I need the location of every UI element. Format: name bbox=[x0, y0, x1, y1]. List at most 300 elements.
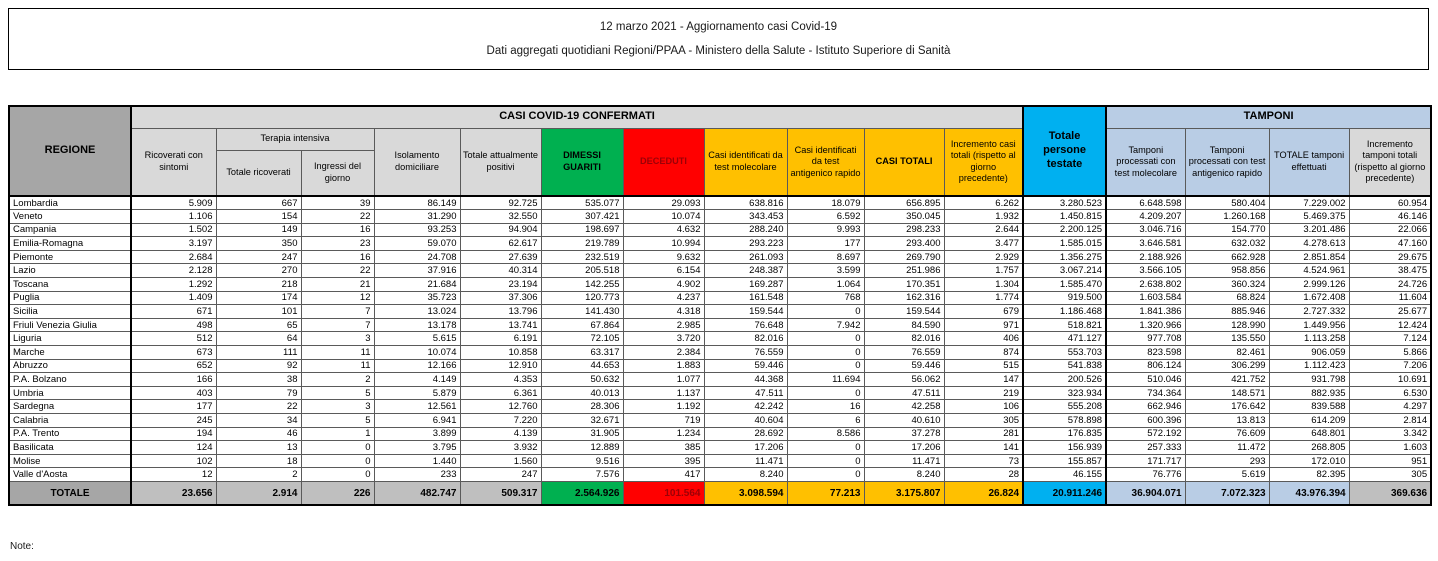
data-cell: 518.821 bbox=[1023, 318, 1106, 332]
data-cell: 170.351 bbox=[864, 278, 944, 292]
table-body bbox=[9, 196, 1431, 505]
data-cell: 1.757 bbox=[944, 264, 1023, 278]
region-row bbox=[9, 441, 1431, 455]
data-cell: 1.672.408 bbox=[1269, 291, 1349, 305]
data-cell: 3.477 bbox=[944, 237, 1023, 251]
data-cell: 12.424 bbox=[1349, 318, 1431, 332]
data-cell: 839.588 bbox=[1269, 400, 1349, 414]
region-name: Umbria bbox=[9, 386, 131, 400]
data-cell: 141.430 bbox=[541, 305, 623, 319]
data-cell: 76.776 bbox=[1106, 468, 1185, 482]
data-cell: 2.929 bbox=[944, 250, 1023, 264]
data-cell: 3.280.523 bbox=[1023, 196, 1106, 210]
data-cell: 3.197 bbox=[131, 237, 216, 251]
data-cell: 29.093 bbox=[623, 196, 704, 210]
data-cell: 281 bbox=[944, 427, 1023, 441]
column-header-tamponi-molecolare: Tamponi processati con test molecolare bbox=[1106, 128, 1185, 196]
data-cell: 8.240 bbox=[864, 468, 944, 482]
data-cell: 882.935 bbox=[1269, 386, 1349, 400]
data-cell: 28.306 bbox=[541, 400, 623, 414]
column-header-dimessi-guariti: DIMESSI GUARITI bbox=[541, 128, 623, 196]
data-cell: 9.993 bbox=[787, 223, 864, 237]
data-cell: 17.206 bbox=[704, 441, 787, 455]
report-title-box bbox=[8, 8, 1429, 70]
region-row bbox=[9, 373, 1431, 387]
column-header-attualmente-positivi: Totale attualmente positivi bbox=[460, 128, 541, 196]
data-cell: 5.615 bbox=[374, 332, 460, 346]
data-cell: 0 bbox=[787, 359, 864, 373]
data-cell: 68.824 bbox=[1185, 291, 1269, 305]
region-row bbox=[9, 386, 1431, 400]
data-cell: 42.258 bbox=[864, 400, 944, 414]
data-cell: 0 bbox=[787, 441, 864, 455]
data-cell: 141 bbox=[944, 441, 1023, 455]
data-cell: 169.287 bbox=[704, 278, 787, 292]
column-header-casi-molecolare: Casi identificati da test molecolare bbox=[704, 128, 787, 196]
data-cell: 13 bbox=[216, 441, 301, 455]
data-cell: 306.299 bbox=[1185, 359, 1269, 373]
data-cell: 13.796 bbox=[460, 305, 541, 319]
data-cell: 257.333 bbox=[1106, 441, 1185, 455]
region-row bbox=[9, 278, 1431, 292]
data-cell: 37.278 bbox=[864, 427, 944, 441]
totale-cell: 77.213 bbox=[787, 481, 864, 505]
data-cell: 7.229.002 bbox=[1269, 196, 1349, 210]
data-cell: 305 bbox=[1349, 468, 1431, 482]
data-cell: 25.677 bbox=[1349, 305, 1431, 319]
data-cell: 6.592 bbox=[787, 210, 864, 224]
data-cell: 498 bbox=[131, 318, 216, 332]
data-cell: 12.760 bbox=[460, 400, 541, 414]
column-header-regione: REGIONE bbox=[9, 106, 131, 196]
report-title-line1: 12 marzo 2021 - Aggiornamento casi Covid-19 bbox=[599, 21, 838, 33]
data-cell: 5 bbox=[301, 386, 374, 400]
totale-label: TOTALE bbox=[9, 481, 131, 505]
data-cell: 4.149 bbox=[374, 373, 460, 387]
data-cell: 22 bbox=[301, 210, 374, 224]
data-cell: 10.074 bbox=[623, 210, 704, 224]
covid-data-table bbox=[8, 105, 1432, 506]
data-cell: 7.576 bbox=[541, 468, 623, 482]
data-cell: 614.209 bbox=[1269, 414, 1349, 428]
data-cell: 6.262 bbox=[944, 196, 1023, 210]
region-name: Lombardia bbox=[9, 196, 131, 210]
data-cell: 11.694 bbox=[787, 373, 864, 387]
data-cell: 124 bbox=[131, 441, 216, 455]
data-cell: 307.421 bbox=[541, 210, 623, 224]
data-cell: 4.353 bbox=[460, 373, 541, 387]
data-cell: 46.155 bbox=[1023, 468, 1106, 482]
data-cell: 161.548 bbox=[704, 291, 787, 305]
data-cell: 12.889 bbox=[541, 441, 623, 455]
data-cell: 823.598 bbox=[1106, 346, 1185, 360]
data-cell: 906.059 bbox=[1269, 346, 1349, 360]
region-name: Veneto bbox=[9, 210, 131, 224]
data-cell: 1.502 bbox=[131, 223, 216, 237]
data-cell: 2 bbox=[216, 468, 301, 482]
column-header-tamponi-antigenico: Tamponi processati con test antigenico rapido bbox=[1185, 128, 1269, 196]
data-cell: 4.237 bbox=[623, 291, 704, 305]
region-name: Liguria bbox=[9, 332, 131, 346]
data-cell: 128.990 bbox=[1185, 318, 1269, 332]
covid-data-table-wrapper bbox=[8, 105, 1432, 506]
column-header-deceduti: DECEDUTI bbox=[623, 128, 704, 196]
data-cell: 32.550 bbox=[460, 210, 541, 224]
region-row bbox=[9, 468, 1431, 482]
data-cell: 11.472 bbox=[1185, 441, 1269, 455]
region-row bbox=[9, 210, 1431, 224]
data-cell: 34 bbox=[216, 414, 301, 428]
column-header-persone-testate: Totale persone testate bbox=[1023, 106, 1106, 196]
region-row bbox=[9, 223, 1431, 237]
data-cell: 159.544 bbox=[704, 305, 787, 319]
group-header-casi-confermati: CASI COVID-19 CONFERMATI bbox=[131, 106, 1023, 128]
region-name: Toscana bbox=[9, 278, 131, 292]
totale-row bbox=[9, 481, 1431, 505]
data-cell: 9.632 bbox=[623, 250, 704, 264]
data-cell: 29.675 bbox=[1349, 250, 1431, 264]
data-cell: 12 bbox=[131, 468, 216, 482]
region-row bbox=[9, 237, 1431, 251]
data-cell: 23 bbox=[301, 237, 374, 251]
region-row bbox=[9, 346, 1431, 360]
data-cell: 555.208 bbox=[1023, 400, 1106, 414]
data-cell: 39 bbox=[301, 196, 374, 210]
column-header-casi-antigenico: Casi identificati da test antigenico rapido bbox=[787, 128, 864, 196]
data-cell: 1.440 bbox=[374, 454, 460, 468]
data-cell: 3.932 bbox=[460, 441, 541, 455]
data-cell: 0 bbox=[787, 386, 864, 400]
data-cell: 101 bbox=[216, 305, 301, 319]
data-cell: 5.909 bbox=[131, 196, 216, 210]
data-cell: 218 bbox=[216, 278, 301, 292]
data-cell: 971 bbox=[944, 318, 1023, 332]
data-cell: 3.342 bbox=[1349, 427, 1431, 441]
data-cell: 1.585.470 bbox=[1023, 278, 1106, 292]
data-cell: 3.046.716 bbox=[1106, 223, 1185, 237]
data-cell: 1.449.956 bbox=[1269, 318, 1349, 332]
data-cell: 3 bbox=[301, 400, 374, 414]
data-cell: 4.318 bbox=[623, 305, 704, 319]
data-cell: 82.395 bbox=[1269, 468, 1349, 482]
data-cell: 3.067.214 bbox=[1023, 264, 1106, 278]
data-cell: 874 bbox=[944, 346, 1023, 360]
totale-cell: 7.072.323 bbox=[1185, 481, 1269, 505]
data-cell: 176.835 bbox=[1023, 427, 1106, 441]
data-cell: 92.725 bbox=[460, 196, 541, 210]
data-cell: 93.253 bbox=[374, 223, 460, 237]
data-cell: 288.240 bbox=[704, 223, 787, 237]
data-cell: 734.364 bbox=[1106, 386, 1185, 400]
data-cell: 4.297 bbox=[1349, 400, 1431, 414]
data-cell: 10.691 bbox=[1349, 373, 1431, 387]
data-cell: 79 bbox=[216, 386, 301, 400]
data-cell: 10.858 bbox=[460, 346, 541, 360]
region-name: Friuli Venezia Giulia bbox=[9, 318, 131, 332]
data-cell: 247 bbox=[460, 468, 541, 482]
data-cell: 0 bbox=[787, 454, 864, 468]
data-cell: 6.530 bbox=[1349, 386, 1431, 400]
data-cell: 42.242 bbox=[704, 400, 787, 414]
data-cell: 671 bbox=[131, 305, 216, 319]
data-cell: 0 bbox=[787, 346, 864, 360]
column-header-incremento-casi: Incremento casi totali (rispetto al giorno precedente) bbox=[944, 128, 1023, 196]
data-cell: 17.206 bbox=[864, 441, 944, 455]
data-cell: 12.561 bbox=[374, 400, 460, 414]
data-cell: 22.066 bbox=[1349, 223, 1431, 237]
data-cell: 8.697 bbox=[787, 250, 864, 264]
data-cell: 600.396 bbox=[1106, 414, 1185, 428]
data-cell: 1.304 bbox=[944, 278, 1023, 292]
data-cell: 174 bbox=[216, 291, 301, 305]
data-cell: 6.648.598 bbox=[1106, 196, 1185, 210]
data-cell: 72.105 bbox=[541, 332, 623, 346]
data-cell: 18.079 bbox=[787, 196, 864, 210]
data-cell: 578.898 bbox=[1023, 414, 1106, 428]
data-cell: 1.585.015 bbox=[1023, 237, 1106, 251]
data-cell: 5.866 bbox=[1349, 346, 1431, 360]
data-cell: 16 bbox=[301, 223, 374, 237]
data-cell: 82.461 bbox=[1185, 346, 1269, 360]
data-cell: 4.632 bbox=[623, 223, 704, 237]
group-header-tamponi: TAMPONI bbox=[1106, 106, 1431, 128]
column-header-incremento-tamponi: Incremento tamponi totali (rispetto al giorno precedente) bbox=[1349, 128, 1431, 196]
data-cell: 553.703 bbox=[1023, 346, 1106, 360]
data-cell: 512 bbox=[131, 332, 216, 346]
data-cell: 5.619 bbox=[1185, 468, 1269, 482]
column-header-totale-ricoverati: Totale ricoverati bbox=[216, 150, 301, 196]
data-cell: 47.511 bbox=[864, 386, 944, 400]
region-name: P.A. Bolzano bbox=[9, 373, 131, 387]
data-cell: 6.361 bbox=[460, 386, 541, 400]
data-cell: 22 bbox=[301, 264, 374, 278]
data-cell: 1.883 bbox=[623, 359, 704, 373]
data-cell: 5.469.375 bbox=[1269, 210, 1349, 224]
region-name: Sardegna bbox=[9, 400, 131, 414]
data-cell: 305 bbox=[944, 414, 1023, 428]
data-cell: 171.717 bbox=[1106, 454, 1185, 468]
data-cell: 251.986 bbox=[864, 264, 944, 278]
totale-cell: 369.636 bbox=[1349, 481, 1431, 505]
data-cell: 4.902 bbox=[623, 278, 704, 292]
data-cell: 159.544 bbox=[864, 305, 944, 319]
data-cell: 11 bbox=[301, 346, 374, 360]
data-cell: 421.752 bbox=[1185, 373, 1269, 387]
region-name: Emilia-Romagna bbox=[9, 237, 131, 251]
data-cell: 0 bbox=[787, 305, 864, 319]
data-cell: 1.603 bbox=[1349, 441, 1431, 455]
column-header-casi-totali: CASI TOTALI bbox=[864, 128, 944, 196]
totale-cell: 23.656 bbox=[131, 481, 216, 505]
data-cell: 638.816 bbox=[704, 196, 787, 210]
data-cell: 11.604 bbox=[1349, 291, 1431, 305]
data-cell: 958.856 bbox=[1185, 264, 1269, 278]
data-cell: 7 bbox=[301, 318, 374, 332]
data-cell: 1.932 bbox=[944, 210, 1023, 224]
data-cell: 44.368 bbox=[704, 373, 787, 387]
data-cell: 194 bbox=[131, 427, 216, 441]
data-cell: 64 bbox=[216, 332, 301, 346]
data-cell: 1.450.815 bbox=[1023, 210, 1106, 224]
totale-cell: 482.747 bbox=[374, 481, 460, 505]
data-cell: 32.671 bbox=[541, 414, 623, 428]
data-cell: 13.813 bbox=[1185, 414, 1269, 428]
data-cell: 4.139 bbox=[460, 427, 541, 441]
data-cell: 28 bbox=[944, 468, 1023, 482]
data-cell: 662.928 bbox=[1185, 250, 1269, 264]
totale-cell: 2.914 bbox=[216, 481, 301, 505]
data-cell: 293.223 bbox=[704, 237, 787, 251]
data-cell: 269.790 bbox=[864, 250, 944, 264]
region-row bbox=[9, 264, 1431, 278]
data-cell: 7.206 bbox=[1349, 359, 1431, 373]
data-cell: 4.524.961 bbox=[1269, 264, 1349, 278]
data-cell: 16 bbox=[787, 400, 864, 414]
region-row bbox=[9, 196, 1431, 210]
data-cell: 1.112.423 bbox=[1269, 359, 1349, 373]
data-cell: 343.453 bbox=[704, 210, 787, 224]
data-cell: 47.160 bbox=[1349, 237, 1431, 251]
data-cell: 385 bbox=[623, 441, 704, 455]
data-cell: 62.617 bbox=[460, 237, 541, 251]
data-cell: 293.400 bbox=[864, 237, 944, 251]
data-cell: 38 bbox=[216, 373, 301, 387]
data-cell: 10.994 bbox=[623, 237, 704, 251]
data-cell: 24.708 bbox=[374, 250, 460, 264]
region-row bbox=[9, 291, 1431, 305]
data-cell: 0 bbox=[301, 468, 374, 482]
region-name: Valle d'Aosta bbox=[9, 468, 131, 482]
data-cell: 12.166 bbox=[374, 359, 460, 373]
column-header-isolamento: Isolamento domiciliare bbox=[374, 128, 460, 196]
data-cell: 541.838 bbox=[1023, 359, 1106, 373]
data-cell: 719 bbox=[623, 414, 704, 428]
data-cell: 2.638.802 bbox=[1106, 278, 1185, 292]
data-cell: 11.471 bbox=[704, 454, 787, 468]
data-cell: 1 bbox=[301, 427, 374, 441]
data-cell: 12.910 bbox=[460, 359, 541, 373]
data-cell: 572.192 bbox=[1106, 427, 1185, 441]
data-cell: 10.074 bbox=[374, 346, 460, 360]
data-cell: 403 bbox=[131, 386, 216, 400]
data-cell: 2.200.125 bbox=[1023, 223, 1106, 237]
data-cell: 18 bbox=[216, 454, 301, 468]
data-cell: 162.316 bbox=[864, 291, 944, 305]
data-cell: 3.646.581 bbox=[1106, 237, 1185, 251]
data-cell: 1.560 bbox=[460, 454, 541, 468]
totale-cell: 3.175.807 bbox=[864, 481, 944, 505]
data-cell: 667 bbox=[216, 196, 301, 210]
data-cell: 219.789 bbox=[541, 237, 623, 251]
data-cell: 76.559 bbox=[864, 346, 944, 360]
column-header-totale-tamponi: TOTALE tamponi effettuati bbox=[1269, 128, 1349, 196]
totale-cell: 3.098.594 bbox=[704, 481, 787, 505]
data-cell: 1.234 bbox=[623, 427, 704, 441]
region-row bbox=[9, 454, 1431, 468]
data-cell: 63.317 bbox=[541, 346, 623, 360]
data-cell: 200.526 bbox=[1023, 373, 1106, 387]
data-cell: 147 bbox=[944, 373, 1023, 387]
data-cell: 172.010 bbox=[1269, 454, 1349, 468]
data-cell: 166 bbox=[131, 373, 216, 387]
region-name: Campania bbox=[9, 223, 131, 237]
data-cell: 219 bbox=[944, 386, 1023, 400]
data-cell: 38.475 bbox=[1349, 264, 1431, 278]
data-cell: 2.384 bbox=[623, 346, 704, 360]
data-cell: 885.946 bbox=[1185, 305, 1269, 319]
data-cell: 24.726 bbox=[1349, 278, 1431, 292]
totale-cell: 26.824 bbox=[944, 481, 1023, 505]
data-cell: 92 bbox=[216, 359, 301, 373]
data-cell: 35.723 bbox=[374, 291, 460, 305]
data-cell: 65 bbox=[216, 318, 301, 332]
data-cell: 5.879 bbox=[374, 386, 460, 400]
data-cell: 23.194 bbox=[460, 278, 541, 292]
data-cell: 662.946 bbox=[1106, 400, 1185, 414]
data-cell: 6.154 bbox=[623, 264, 704, 278]
data-cell: 2.727.332 bbox=[1269, 305, 1349, 319]
totale-cell: 2.564.926 bbox=[541, 481, 623, 505]
data-cell: 102 bbox=[131, 454, 216, 468]
data-cell: 247 bbox=[216, 250, 301, 264]
data-cell: 268.805 bbox=[1269, 441, 1349, 455]
data-cell: 7.220 bbox=[460, 414, 541, 428]
report-title-line2: Dati aggregati quotidiani Regioni/PPAA - Ministero della Salute - Istituto Superiore di Sanità bbox=[486, 45, 951, 57]
data-cell: 350 bbox=[216, 237, 301, 251]
data-cell: 3.795 bbox=[374, 441, 460, 455]
region-name: Piemonte bbox=[9, 250, 131, 264]
data-cell: 1.260.168 bbox=[1185, 210, 1269, 224]
region-name: Molise bbox=[9, 454, 131, 468]
data-cell: 149 bbox=[216, 223, 301, 237]
data-cell: 298.233 bbox=[864, 223, 944, 237]
data-cell: 0 bbox=[787, 332, 864, 346]
data-cell: 21.684 bbox=[374, 278, 460, 292]
data-cell: 350.045 bbox=[864, 210, 944, 224]
region-name: Puglia bbox=[9, 291, 131, 305]
data-cell: 82.016 bbox=[704, 332, 787, 346]
column-header-ingressi-giorno: Ingressi del giorno bbox=[301, 150, 374, 196]
data-cell: 198.697 bbox=[541, 223, 623, 237]
data-cell: 406 bbox=[944, 332, 1023, 346]
data-cell: 2.188.926 bbox=[1106, 250, 1185, 264]
data-cell: 248.387 bbox=[704, 264, 787, 278]
data-cell: 656.895 bbox=[864, 196, 944, 210]
data-cell: 60.954 bbox=[1349, 196, 1431, 210]
data-cell: 673 bbox=[131, 346, 216, 360]
data-cell: 232.519 bbox=[541, 250, 623, 264]
data-cell: 59.446 bbox=[704, 359, 787, 373]
data-cell: 768 bbox=[787, 291, 864, 305]
data-cell: 1.192 bbox=[623, 400, 704, 414]
data-cell: 2.644 bbox=[944, 223, 1023, 237]
data-cell: 395 bbox=[623, 454, 704, 468]
data-cell: 9.516 bbox=[541, 454, 623, 468]
data-cell: 3.599 bbox=[787, 264, 864, 278]
data-cell: 4.209.207 bbox=[1106, 210, 1185, 224]
data-cell: 40.314 bbox=[460, 264, 541, 278]
data-cell: 1.774 bbox=[944, 291, 1023, 305]
data-cell: 1.186.468 bbox=[1023, 305, 1106, 319]
data-cell: 120.773 bbox=[541, 291, 623, 305]
data-cell: 148.571 bbox=[1185, 386, 1269, 400]
data-cell: 12 bbox=[301, 291, 374, 305]
data-cell: 2.999.126 bbox=[1269, 278, 1349, 292]
data-cell: 1.113.258 bbox=[1269, 332, 1349, 346]
region-name: Abruzzo bbox=[9, 359, 131, 373]
data-cell: 1.077 bbox=[623, 373, 704, 387]
data-cell: 47.511 bbox=[704, 386, 787, 400]
